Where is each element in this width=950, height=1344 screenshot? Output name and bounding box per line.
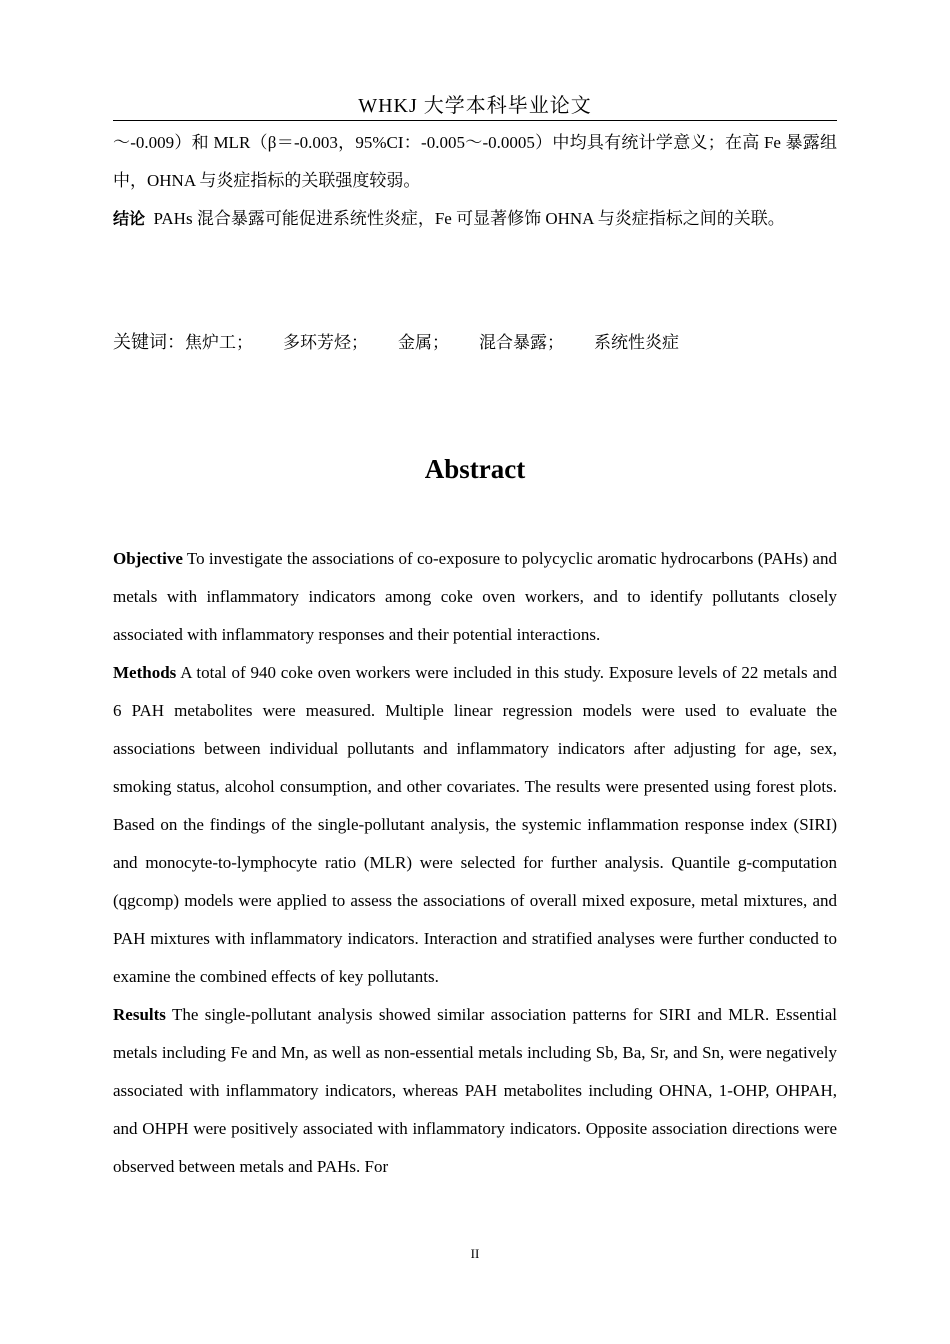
page-header: WHKJ 大学本科毕业论文 [358, 95, 592, 117]
keywords-line [113, 326, 709, 360]
english-abstract-body [113, 540, 837, 1186]
results-label: Results [113, 1005, 166, 1024]
objective-label: Objective [113, 549, 183, 568]
conclusion-text: PAHs 混合暴露可能促进系统性炎症，Fe 可显著修饰 OHNA 与炎症指标之间的关联。 [153, 209, 785, 228]
results-paragraph [113, 996, 837, 1186]
keyword-item: 焦炉工； [185, 333, 253, 352]
chinese-continuation-text: ～-0.009）和 MLR（β＝-0.003，95%CI：-0.005～-0.0005）中均具有统计学意义；在高 Fe 暴露组中，OHNA 与炎症指标的关联强度较弱。 [113, 133, 837, 190]
methods-text: A total of 940 coke oven workers were included in this study. Exposure levels of 22 metals and 6 PAH metabolites were measured. Multiple linear regression models were used to evaluate the associations between individual pollutants and inflammatory indicators after adjusting for age, sex, smoking status, alcohol consumption, and other covariates. The results were presented using forest plots. Based on the findings of the single-pollutant analysis, the systemic inflammation response index (SIRI) and monocyte-to-lymphocyte ratio (MLR) were selected for further analysis. Quantile g-computation (qgcomp) models were applied to assess the associations of overall mixed exposure, metal mixtures, and PAH mixtures with inflammatory indicators. Interaction and stratified analyses were further conducted to examine the combined effects of key pollutants. [113, 663, 838, 986]
methods-paragraph [113, 654, 837, 996]
objective-paragraph [113, 540, 837, 654]
objective-text: To investigate the associations of co-exposure to polycyclic aromatic hydrocarbons (PAHs) and metals with inflammatory indicators among coke oven workers, and to identify pollutants closely associated with inflammatory responses and their potential interactions. [113, 549, 837, 644]
abstract-heading: Abstract [424, 454, 526, 484]
keywords-label: 关键词： [113, 332, 185, 353]
header-rule [113, 120, 837, 121]
page-number: II [470, 1246, 480, 1261]
conclusion-label: 结论 [113, 209, 146, 228]
keyword-item: 金属； [398, 333, 449, 352]
results-text: The single-pollutant analysis showed similar association patterns for SIRI and MLR. Essential metals including Fe and Mn, as well as non-essential metals including Sb, Ba, Sr, and Sn, were negatively associated with inflammatory indicators, whereas PAH metabolites including OHNA, 1-OHP, OHPAH, and OHPH were positively associated with inflammatory indicators. Opposite association directions were observed between metals and PAHs. For [113, 1005, 837, 1176]
keyword-item: 混合暴露； [479, 333, 564, 352]
keyword-item: 系统性炎症 [594, 333, 679, 352]
keyword-item: 多环芳烃； [283, 333, 368, 352]
chinese-abstract-body [113, 124, 837, 238]
methods-label: Methods [113, 663, 177, 682]
